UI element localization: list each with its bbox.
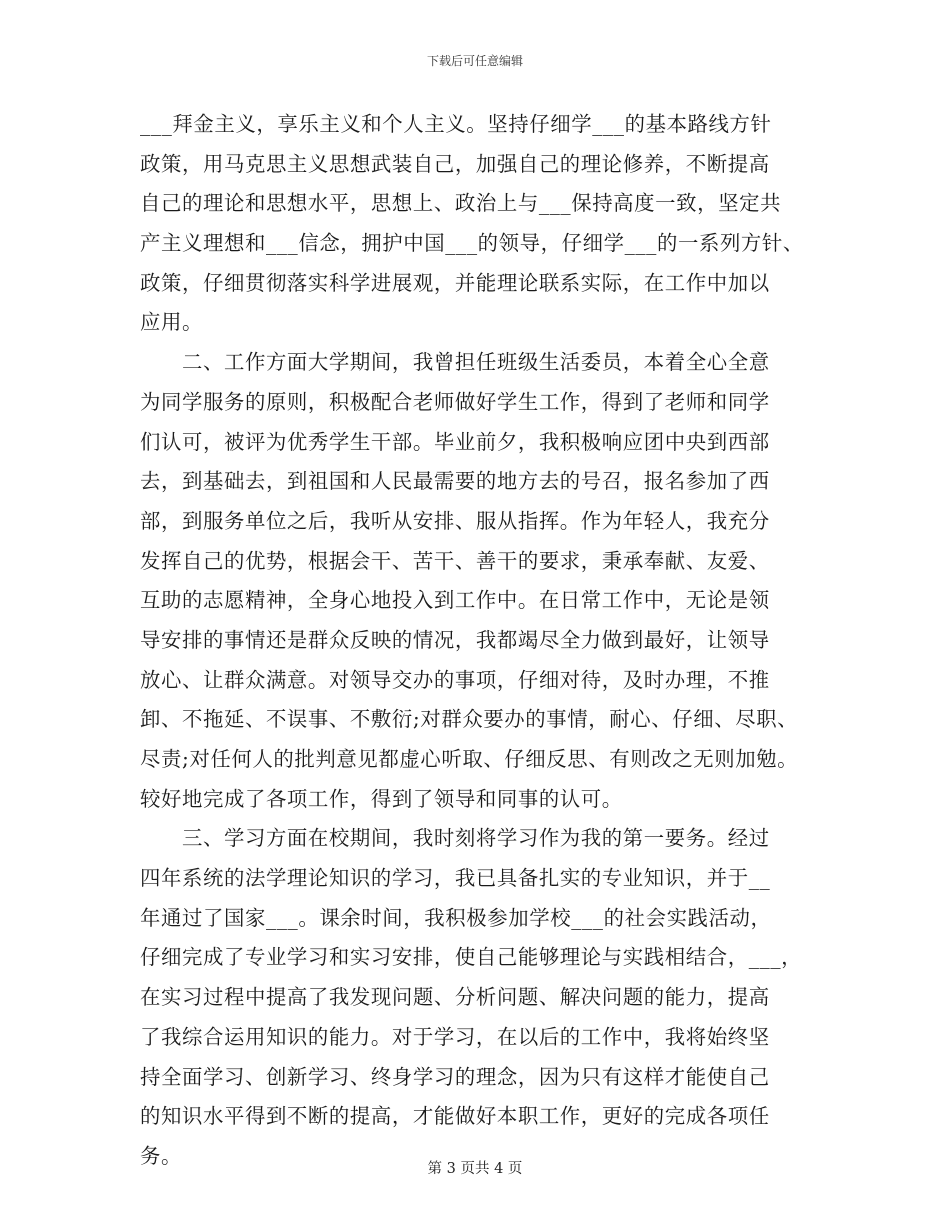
text-line: 三、学习方面在校期间，我时刻将学习作为我的第一要务。经过: [140, 826, 770, 851]
text-line: 仔细完成了专业学习和实习安排，使自己能够理论与实践相结合，___，: [140, 945, 803, 970]
text-line: 四年系统的法学理论知识的学习，我已具备扎实的专业知识，并于__: [140, 866, 771, 891]
page-footer: 第 3 页共 4 页: [427, 1161, 523, 1177]
text-line: 尽责;对任何人的批判意见都虚心听取、仔细反思、有则改之无则加勉。: [140, 747, 799, 771]
document-body: [140, 105, 840, 1177]
text-line: 的知识水平得到不断的提高，才能做好本职工作，更好的完成各项任: [140, 1104, 770, 1129]
text-line: 放心、让群众满意。对领导交办的事项，仔细对待，及时办理，不推: [140, 667, 770, 692]
text-line: 政策，用马克思主义思想武装自己，加强自己的理论修养，不断提高: [140, 151, 770, 176]
text-line: 持全面学习、创新学习、终身学习的理念，因为只有这样才能使自己: [140, 1064, 770, 1089]
text-line: 年通过了国家___。课余时间，我积极参加学校___的社会实践活动，: [140, 905, 772, 930]
text-line: 自己的理论和思想水平，思想上、政治上与___保持高度一致，坚定共: [140, 191, 782, 216]
text-line: 政策，仔细贯彻落实科学进展观，并能理论联系实际，在工作中加以: [140, 270, 770, 295]
text-line: 部，到服务单位之后，我听从安排、服从指挥。作为年轻人，我充分: [140, 508, 770, 533]
text-line: 卸、不拖延、不误事、不敷衍;对群众要办的事情，耐心、仔细、尽职、: [140, 707, 799, 732]
text-line: 较好地完成了各项工作，得到了领导和同事的认可。: [140, 786, 623, 811]
text-line: 二、工作方面大学期间，我曾担任班级生活委员，本着全心全意: [140, 350, 770, 375]
text-line: 导安排的事情还是群众反映的情况，我都竭尽全力做到最好，让领导: [140, 627, 770, 652]
text-line: 们认可，被评为优秀学生干部。毕业前夕，我积极响应团中央到西部: [140, 429, 770, 454]
text-line: 在实习过程中提高了我发现问题、分析问题、解决问题的能力，提高: [140, 985, 770, 1010]
text-line: ___拜金主义，享乐主义和个人主义。坚持仔细学___的基本路线方针: [140, 112, 772, 136]
page-header: 下载后可任意编辑: [426, 54, 523, 68]
text-line: 互助的志愿精神，全身心地投入到工作中。在日常工作中，无论是领: [140, 588, 770, 613]
text-line: 应用。: [140, 310, 203, 335]
text-line: 务。: [140, 1143, 182, 1168]
text-line: 产主义理想和___信念，拥护中国___的领导，仔细学___的一系列方针、: [140, 231, 804, 256]
text-line: 发挥自己的优势，根据会干、苦干、善干的要求，秉承奉献、友爱、: [140, 548, 770, 573]
text-line: 为同学服务的原则，积极配合老师做好学生工作，得到了老师和同学: [140, 389, 770, 414]
text-line: 了我综合运用知识的能力。对于学习，在以后的工作中，我将始终坚: [140, 1024, 770, 1049]
text-line: 去，到基础去，到祖国和人民最需要的地方去的号召，报名参加了西: [140, 469, 770, 494]
